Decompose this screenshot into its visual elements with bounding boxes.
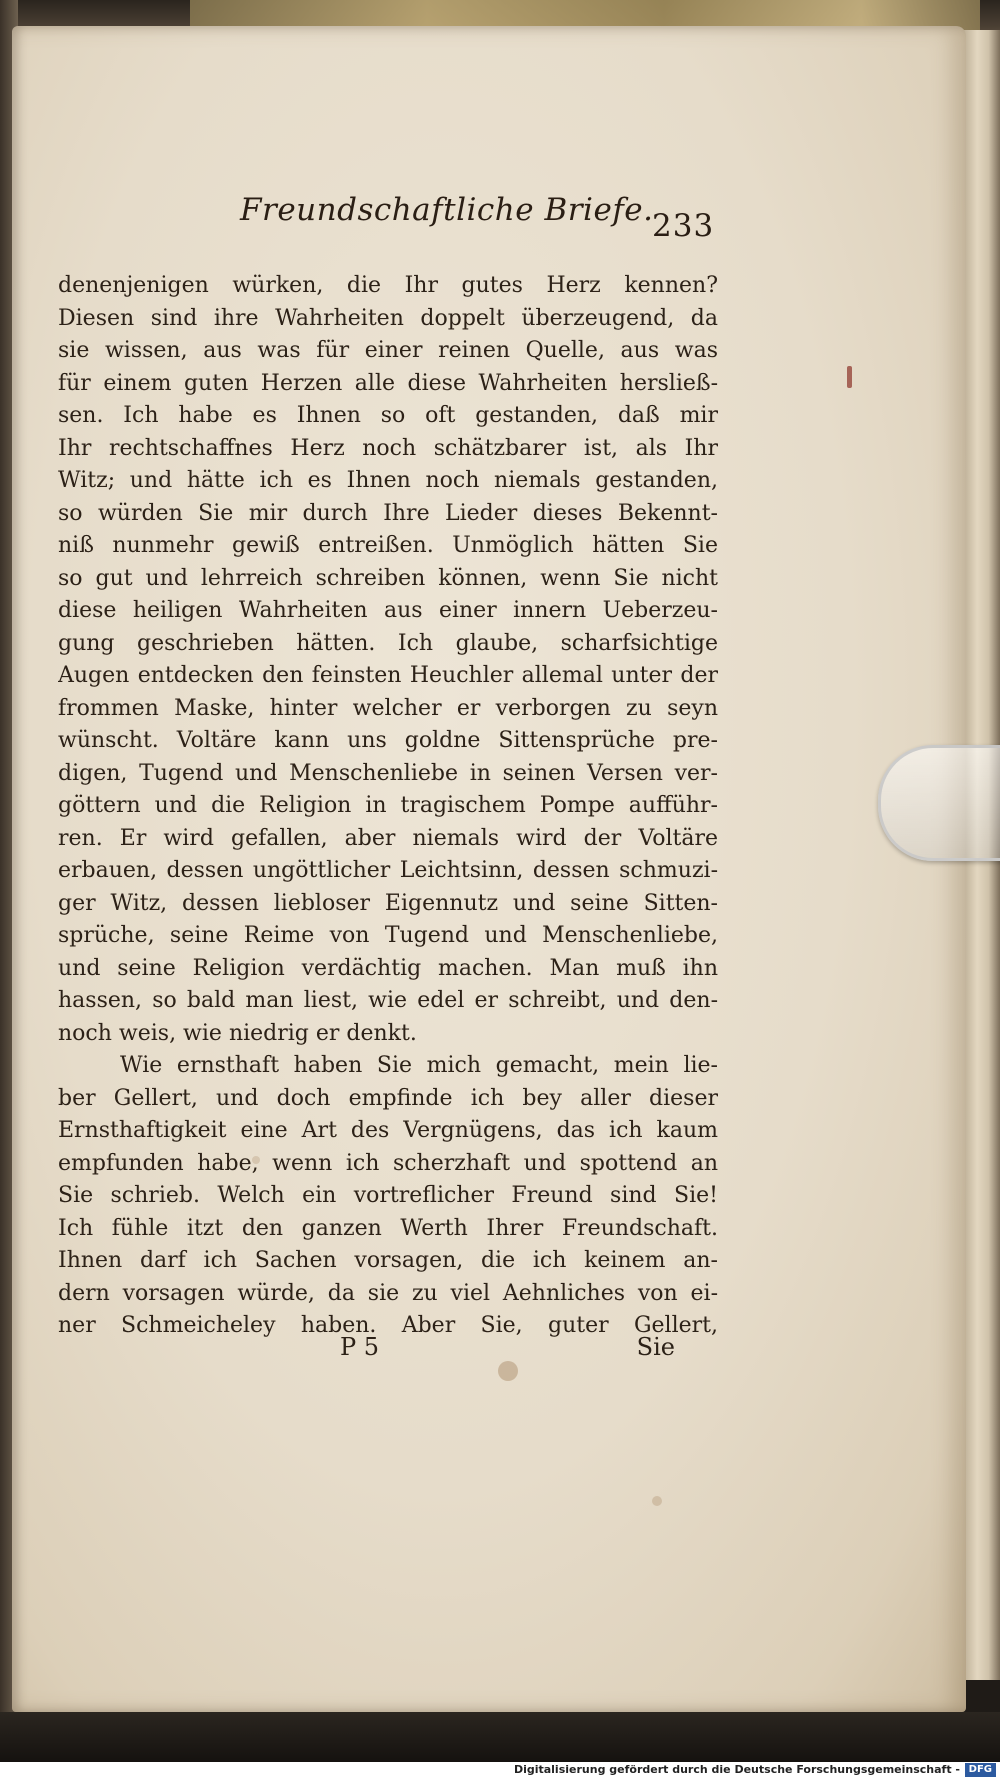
text-line: Sie schrieb. Welch ein vortreflicher Freund sind Sie!: [58, 1183, 718, 1208]
text-line: für einem guten Herzen alle diese Wahrheiten hersließ-: [58, 370, 718, 396]
text-line: Ich fühle itzt den ganzen Werth Ihrer Freundschaft.: [58, 1215, 718, 1241]
text-line: und seine Religion verdächtig machen. Man muß ihn: [58, 955, 718, 981]
text-line: niß nunmehr gewiß entreißen. Unmöglich hätten Sie: [58, 533, 718, 558]
text-line: Witz; und hätte ich es Ihnen noch niemals gestanden,: [58, 468, 718, 493]
text-line: Diesen sind ihre Wahrheiten doppelt überzeugend, da: [58, 305, 718, 331]
body-text: [58, 270, 718, 1343]
text-line: empfunden habe, wenn ich scherzhaft und spottend an: [58, 1150, 718, 1176]
dfg-logo: DFG: [965, 1763, 996, 1777]
paper-clip: [878, 745, 1000, 861]
text-line: denenjenigen würken, die Ihr gutes Herz kennen?: [58, 273, 718, 298]
text-line: ger Witz, dessen liebloser Eigennutz und seine Sitten-: [58, 890, 718, 916]
digitization-credit: Digitalisierung gefördert durch die Deutsche Forschungsgemeinschaft -: [513, 1763, 960, 1776]
catchword: Sie: [636, 1333, 675, 1361]
foxing-spot: [652, 1496, 662, 1506]
text-line: ner Schmeicheley haben. Aber Sie, guter Gellert,: [58, 1313, 718, 1338]
text-line: Augen entdecken den feinsten Heuchler allemal unter der: [58, 663, 718, 688]
text-line: digen, Tugend und Menschenliebe in seinen Versen ver-: [58, 760, 718, 786]
ink-stain: [847, 366, 852, 388]
text-line: sie wissen, aus was für einer reinen Quelle, aus was: [58, 338, 718, 363]
running-header: Freundschaftliche Briefe.: [240, 192, 654, 228]
text-line: ber Gellert, und doch empfinde ich bey aller dieser: [58, 1085, 718, 1111]
foxing-spot: [498, 1361, 518, 1381]
text-line: so gut und lehrreich schreiben können, wenn Sie nicht: [58, 565, 718, 591]
text-line: noch weis, wie niedrig er denkt.: [58, 1020, 417, 1046]
text-line: sprüche, seine Reime von Tugend und Menschenliebe,: [58, 923, 718, 948]
text-line: so würden Sie mir durch Ihre Lieder dieses Bekennt-: [58, 500, 718, 526]
text-line: wünscht. Voltäre kann uns goldne Sittensprüche pre-: [58, 728, 718, 753]
text-line: sen. Ich habe es Ihnen so oft gestanden, daß mir: [58, 403, 718, 428]
signature-mark: P 5: [340, 1333, 380, 1361]
text-line: Wie ernsthaft haben Sie mich gemacht, mein lie-: [120, 1053, 718, 1078]
text-line: hassen, so bald man liest, wie edel er schreibt, und den-: [58, 988, 718, 1013]
text-line: göttern und die Religion in tragischem Pompe aufführ-: [58, 793, 718, 818]
text-line: Ihr rechtschaffnes Herz noch schätzbarer ist, als Ihr: [58, 435, 718, 461]
text-line: Ernsthaftigkeit eine Art des Vergnügens, das ich kaum: [58, 1118, 718, 1143]
book-bottom-edge: [0, 1712, 1000, 1762]
text-line: frommen Maske, hinter welcher er verborgen zu seyn: [58, 695, 718, 721]
text-line: diese heiligen Wahrheiten aus einer innern Ueberzeu-: [58, 598, 718, 623]
text-line: Ihnen darf ich Sachen vorsagen, die ich keinem an-: [58, 1248, 718, 1273]
text-line: erbauen, dessen ungöttlicher Leichtsinn, dessen schmuzi-: [58, 858, 718, 883]
text-line: ren. Er wird gefallen, aber niemals wird der Voltäre: [58, 825, 718, 851]
text-line: gung geschrieben hätten. Ich glaube, scharfsichtige: [58, 630, 718, 656]
text-line: dern vorsagen würde, da sie zu viel Aehnliches von ei-: [58, 1280, 718, 1306]
page-number: 233: [652, 208, 715, 244]
